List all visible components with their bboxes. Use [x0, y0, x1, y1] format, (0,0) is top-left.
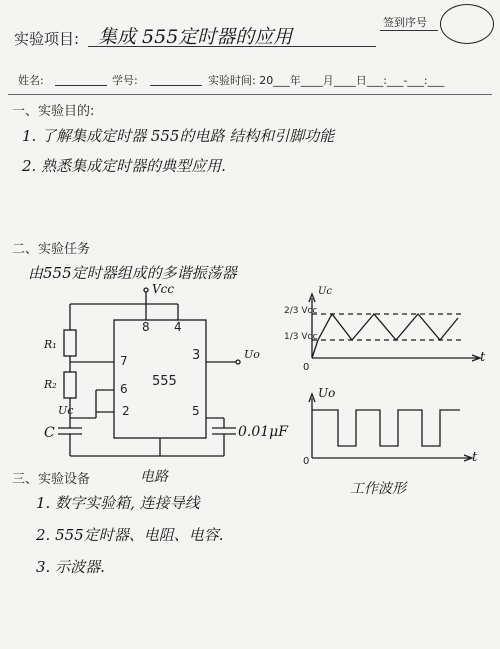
equipment-item-1: 1. 数字实验箱, 连接导线: [36, 494, 200, 512]
r1-label: R₁: [44, 338, 57, 351]
lower-threshold-label: 1/3 Vcc: [284, 332, 318, 342]
pin-5-label: 5: [192, 404, 200, 418]
c-label: C: [44, 425, 55, 441]
chip-label: 555: [152, 374, 177, 389]
pin-7-label: 7: [120, 354, 128, 368]
purpose-heading: 一、实验目的:: [12, 104, 95, 119]
upper-threshold-label: 2/3 Vcc: [284, 306, 318, 316]
wave-origin-bottom: 0: [303, 456, 310, 467]
waveform-caption: 工作波形: [350, 481, 406, 497]
equipment-item-2: 2. 555定时器、电阻、电容.: [36, 526, 224, 544]
pin-4-label: 4: [174, 320, 182, 334]
uc-label: Uc: [58, 404, 74, 417]
pin-8-label: 8: [142, 320, 150, 334]
student-id-label: 学号:: [112, 74, 138, 87]
wave-t-label-top: t: [480, 350, 486, 365]
cap-value-label: 0.01μF: [238, 424, 288, 440]
signin-label: 签到序号: [383, 16, 427, 29]
pin-2-label: 2: [122, 404, 130, 418]
vcc-label: Vcc: [152, 282, 175, 296]
uo-label: Uo: [244, 348, 260, 361]
wave-origin-top: 0: [303, 362, 310, 373]
project-label: 实验项目:: [14, 30, 80, 48]
purpose-item-2: 2. 熟悉集成定时器的典型应用.: [22, 157, 226, 175]
project-title: 集成 555定时器的应用: [98, 26, 293, 48]
equipment-item-3: 3. 示波器.: [36, 558, 105, 576]
uo-square-wave: [312, 410, 460, 446]
pin-6-label: 6: [120, 382, 128, 396]
r2-label: R₂: [44, 378, 57, 391]
wave-uc-axis-label: Uc: [318, 286, 333, 297]
name-label: 姓名:: [18, 74, 44, 87]
equipment-heading: 三、实验设备: [12, 472, 91, 487]
circuit-caption: 电路: [140, 469, 168, 485]
experiment-time: 实验时间: 20___年____月____日___:___-___:___: [208, 74, 445, 87]
wave-uo-axis-label: Uo: [318, 386, 336, 400]
wave-t-label-bottom: t: [472, 450, 478, 465]
task-heading: 二、实验任务: [12, 242, 91, 257]
purpose-item-1: 1. 了解集成定时器 555的电路 结构和引脚功能: [22, 127, 335, 145]
task-subtitle: 由555定时器组成的多谐振荡器: [28, 264, 237, 282]
pin-3-label: 3: [192, 348, 201, 363]
uc-triangle-wave: [312, 314, 458, 358]
